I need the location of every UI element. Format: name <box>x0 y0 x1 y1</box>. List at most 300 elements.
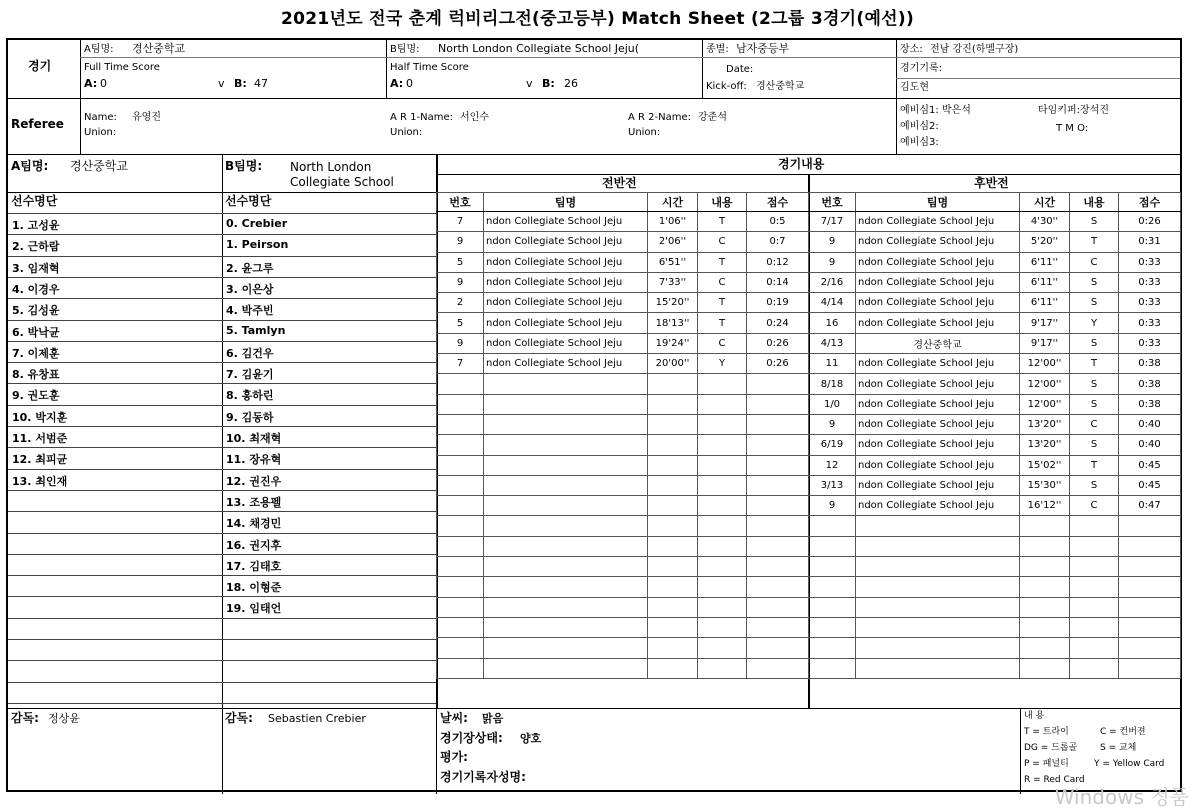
roster-row-line <box>8 469 436 470</box>
table-cell: 6'11'' <box>1020 252 1070 272</box>
table-cell <box>437 455 484 475</box>
table-cell: 0:26 <box>747 354 809 374</box>
table-cell <box>856 638 1020 658</box>
player-entry: 3. 이은상 <box>226 283 274 296</box>
table-cell: 0:5 <box>747 212 809 232</box>
table-cell <box>698 496 747 516</box>
table-cell <box>856 516 1020 536</box>
table-cell <box>1070 658 1119 678</box>
column-header: 점수 <box>747 193 809 212</box>
table-cell: T <box>1070 455 1119 475</box>
roster-row-line <box>8 533 436 534</box>
table-cell: Y <box>698 354 747 374</box>
referee-union-label: Union: <box>84 127 117 138</box>
table-header-row <box>809 193 1181 212</box>
table-cell: 0:33 <box>1119 293 1181 313</box>
table-cell: 6'51'' <box>648 252 698 272</box>
column-header: 번호 <box>437 193 484 212</box>
ar2-label: A R 2-Name: <box>628 112 691 123</box>
table-cell: 12'00'' <box>1020 394 1070 414</box>
category-label: 종별: <box>706 44 729 55</box>
table-row <box>437 414 809 434</box>
roster-row-line <box>8 383 436 384</box>
table-row <box>809 536 1181 556</box>
table-row <box>437 475 809 495</box>
recorder-name: 김도현 <box>900 82 929 93</box>
table-row <box>809 394 1181 414</box>
table-cell: 6/19 <box>809 435 856 455</box>
table-cell: 7'33'' <box>648 272 698 292</box>
table-cell <box>856 577 1020 597</box>
table-row <box>437 394 809 414</box>
table-cell <box>1020 617 1070 637</box>
first-half-table <box>436 192 809 679</box>
divider <box>8 154 1180 155</box>
table-cell: 20'00'' <box>648 354 698 374</box>
table-cell <box>484 557 648 577</box>
table-row <box>809 212 1181 232</box>
table-row <box>437 272 809 292</box>
referee-name-label: Name: <box>84 112 117 123</box>
divider <box>80 40 81 98</box>
roster-row-line <box>8 234 436 235</box>
table-row <box>809 354 1181 374</box>
weather-label: 날씨: <box>440 711 468 725</box>
table-row <box>809 252 1181 272</box>
table-cell <box>1020 557 1070 577</box>
reserve-referee-2: 예비심2: <box>900 121 939 132</box>
table-row <box>437 374 809 394</box>
table-cell <box>1020 577 1070 597</box>
table-cell: 6'11'' <box>1020 272 1070 292</box>
table-row <box>809 293 1181 313</box>
table-cell <box>1020 658 1070 678</box>
table-cell: ndon Collegiate School Jeju <box>856 435 1020 455</box>
table-cell: 8/18 <box>809 374 856 394</box>
player-entry: 4. 박주빈 <box>226 304 274 317</box>
ar2-union-label: Union: <box>628 127 661 138</box>
table-cell: 7 <box>437 212 484 232</box>
table-row <box>809 272 1181 292</box>
table-cell <box>747 577 809 597</box>
table-cell <box>484 617 648 637</box>
table-cell: ndon Collegiate School Jeju <box>856 293 1020 313</box>
table-cell: ndon Collegiate School Jeju <box>856 475 1020 495</box>
table-cell: 2 <box>437 293 484 313</box>
table-row <box>809 658 1181 678</box>
ht-a-label: A: <box>390 77 404 90</box>
player-entry: 9. 권도훈 <box>12 389 60 402</box>
weather: 맑음 <box>482 712 504 725</box>
player-entry: 12. 최피균 <box>12 453 68 466</box>
table-cell: 9 <box>809 496 856 516</box>
table-cell: T <box>698 293 747 313</box>
table-cell: S <box>1070 435 1119 455</box>
ft-a-label: A: <box>84 77 98 90</box>
table-cell: 2'06'' <box>648 232 698 252</box>
table-cell <box>809 597 856 617</box>
table-cell <box>1070 597 1119 617</box>
table-cell <box>747 638 809 658</box>
team-a-header-name: 경산중학교 <box>70 159 128 173</box>
signature-label: 경기기록자성명: <box>440 770 526 784</box>
table-cell: 15'20'' <box>648 293 698 313</box>
table-cell <box>747 557 809 577</box>
player-entry: 19. 임태언 <box>226 602 282 615</box>
table-cell <box>1119 557 1181 577</box>
table-row <box>809 435 1181 455</box>
table-cell: 15'02'' <box>1020 455 1070 475</box>
roster-row-line <box>8 362 436 363</box>
legend-title: 내 용 <box>1024 711 1045 721</box>
player-entry: 5. 김성윤 <box>12 304 60 317</box>
divider <box>896 78 1180 79</box>
table-cell: ndon Collegiate School Jeju <box>856 414 1020 434</box>
table-cell <box>437 638 484 658</box>
table-cell <box>648 496 698 516</box>
table-cell <box>437 658 484 678</box>
player-entry: 9. 김동하 <box>226 411 274 424</box>
table-cell: 0:26 <box>747 333 809 353</box>
legend-red-card: R = Red Card <box>1024 775 1085 785</box>
table-cell: T <box>1070 232 1119 252</box>
kickoff-label: Kick-off: <box>706 81 747 92</box>
table-cell: ndon Collegiate School Jeju <box>856 455 1020 475</box>
roster-row-line <box>8 703 436 704</box>
table-row <box>809 313 1181 333</box>
ht-b-label: B: <box>542 77 555 90</box>
table-cell: 1'06'' <box>648 212 698 232</box>
table-cell <box>809 658 856 678</box>
table-cell: 3/13 <box>809 475 856 495</box>
table-cell <box>437 577 484 597</box>
table-cell: ndon Collegiate School Jeju <box>484 232 648 252</box>
table-cell <box>698 536 747 556</box>
table-cell: 4/13 <box>809 333 856 353</box>
player-entry: 13. 최인재 <box>12 475 68 488</box>
player-entry: 6. 김건우 <box>226 347 274 360</box>
table-row <box>809 414 1181 434</box>
roster-row-line <box>8 554 436 555</box>
table-row <box>437 617 809 637</box>
column-header: 내용 <box>1070 193 1119 212</box>
table-cell: 15'30'' <box>1020 475 1070 495</box>
player-entry: 7. 김윤기 <box>226 368 274 381</box>
player-entry: 18. 이형준 <box>226 581 282 594</box>
recorder-label: 경기기록: <box>900 63 943 74</box>
table-cell <box>1070 557 1119 577</box>
table-cell <box>1119 516 1181 536</box>
table-row <box>437 577 809 597</box>
table-cell: 0:45 <box>1119 455 1181 475</box>
table-row <box>437 354 809 374</box>
table-cell <box>484 475 648 495</box>
table-cell <box>648 597 698 617</box>
table-cell <box>698 435 747 455</box>
table-cell: C <box>698 272 747 292</box>
ar2-name: 강준석 <box>698 112 727 123</box>
table-row <box>437 252 809 272</box>
table-cell: ndon Collegiate School Jeju <box>856 272 1020 292</box>
table-cell <box>484 516 648 536</box>
table-cell: ndon Collegiate School Jeju <box>856 313 1020 333</box>
table-cell: S <box>1070 394 1119 414</box>
table-cell: 9 <box>437 333 484 353</box>
table-cell <box>648 394 698 414</box>
table-cell <box>437 475 484 495</box>
table-cell <box>648 516 698 536</box>
table-row <box>437 212 809 232</box>
table-cell <box>648 536 698 556</box>
player-entry: 6. 박낙균 <box>12 326 60 339</box>
table-cell: S <box>1070 333 1119 353</box>
ar1-union-label: Union: <box>390 127 423 138</box>
table-cell: 6'11'' <box>1020 293 1070 313</box>
table-cell: ndon Collegiate School Jeju <box>484 293 648 313</box>
table-cell <box>698 516 747 536</box>
date-label: Date: <box>726 64 754 75</box>
table-cell <box>747 516 809 536</box>
table-cell: T <box>698 212 747 232</box>
roster-row-line <box>8 277 436 278</box>
table-row <box>809 577 1181 597</box>
player-entry: 8. 홍하린 <box>226 389 274 402</box>
divider <box>8 98 1180 99</box>
table-cell: ndon Collegiate School Jeju <box>484 212 648 232</box>
table-cell: ndon Collegiate School Jeju <box>484 354 648 374</box>
table-cell: 16 <box>809 313 856 333</box>
table-cell <box>1119 658 1181 678</box>
table-cell <box>484 374 648 394</box>
player-entry: 2. 근하람 <box>12 240 60 253</box>
table-cell <box>747 617 809 637</box>
table-cell <box>437 496 484 516</box>
table-cell: 5 <box>437 313 484 333</box>
table-cell: ndon Collegiate School Jeju <box>484 252 648 272</box>
table-cell: 0:26 <box>1119 212 1181 232</box>
table-cell: C <box>1070 252 1119 272</box>
table-cell: C <box>698 333 747 353</box>
table-row <box>437 435 809 455</box>
legend-penalty: P = 패널티 <box>1024 759 1069 769</box>
table-row <box>809 516 1181 536</box>
table-cell <box>1070 617 1119 637</box>
table-cell: 12'00'' <box>1020 354 1070 374</box>
table-cell <box>698 597 747 617</box>
table-cell: 9 <box>809 414 856 434</box>
table-row <box>437 597 809 617</box>
ft-a-score: 0 <box>100 77 107 90</box>
table-cell <box>747 455 809 475</box>
table-cell <box>1119 617 1181 637</box>
match-label: 경기 <box>28 59 52 73</box>
table-header-row <box>437 193 809 212</box>
activation-watermark: Windows 정품 <box>1054 785 1189 809</box>
table-cell: 0:33 <box>1119 272 1181 292</box>
team-b-header-name-1: North London <box>290 160 372 174</box>
table-cell: 18'13'' <box>648 313 698 333</box>
table-row <box>437 516 809 536</box>
team-b-name: North London Collegiate School Jeju( <box>438 42 640 55</box>
roster-row-line <box>8 447 436 448</box>
table-cell <box>1020 597 1070 617</box>
player-entry: 16. 권지후 <box>226 539 282 552</box>
player-entry: 1. Peirson <box>226 238 289 251</box>
table-cell: 0:12 <box>747 252 809 272</box>
roster-row-line <box>8 320 436 321</box>
roster-row-line <box>8 682 436 683</box>
divider <box>702 40 703 98</box>
table-cell: 0:31 <box>1119 232 1181 252</box>
column-header: 시간 <box>648 193 698 212</box>
player-entry: 11. 서범준 <box>12 432 68 445</box>
table-cell <box>484 435 648 455</box>
table-cell <box>747 414 809 434</box>
divider <box>1020 708 1021 794</box>
table-cell <box>698 577 747 597</box>
table-cell: 5 <box>437 252 484 272</box>
table-cell <box>648 557 698 577</box>
table-cell: S <box>1070 293 1119 313</box>
legend-dropgoal: DG = 드롭골 <box>1024 743 1078 753</box>
table-cell: 0:24 <box>747 313 809 333</box>
table-cell: ndon Collegiate School Jeju <box>484 333 648 353</box>
kickoff-team: 경산중학교 <box>756 81 805 92</box>
ht-v: v <box>526 77 533 90</box>
table-cell <box>856 557 1020 577</box>
ground: 양호 <box>520 732 542 745</box>
table-cell <box>1119 577 1181 597</box>
table-cell <box>1119 536 1181 556</box>
table-cell <box>698 475 747 495</box>
table-row <box>809 374 1181 394</box>
table-cell: C <box>1070 414 1119 434</box>
roster-row-line <box>8 405 436 406</box>
ft-b-label: B: <box>234 77 247 90</box>
table-cell: ndon Collegiate School Jeju <box>856 496 1020 516</box>
table-cell <box>747 394 809 414</box>
table-cell: T <box>698 313 747 333</box>
team-b-coach: Sebastien Crebier <box>268 712 366 725</box>
second-half-header: 후반전 <box>974 176 1009 190</box>
team-a-roster-header: 선수명단 <box>11 194 58 208</box>
table-cell <box>484 414 648 434</box>
eval-label: 평가: <box>440 750 468 764</box>
table-row <box>437 232 809 252</box>
column-header: 시간 <box>1020 193 1070 212</box>
table-cell <box>747 475 809 495</box>
table-cell <box>648 617 698 637</box>
table-cell <box>698 374 747 394</box>
table-row <box>437 455 809 475</box>
table-cell <box>856 536 1020 556</box>
player-entry: 13. 조용펠 <box>226 496 282 509</box>
table-cell: 0:14 <box>747 272 809 292</box>
table-cell: 0:38 <box>1119 354 1181 374</box>
table-cell: 4/14 <box>809 293 856 313</box>
match-sheet <box>6 38 1182 792</box>
table-cell: 0:33 <box>1119 333 1181 353</box>
first-half-header: 전반전 <box>602 176 637 190</box>
table-cell: ndon Collegiate School Jeju <box>856 212 1020 232</box>
table-row <box>437 293 809 313</box>
team-a-label: A팀명: <box>84 44 114 55</box>
table-cell <box>809 617 856 637</box>
team-a-coach: 정상윤 <box>48 712 80 725</box>
table-row <box>437 638 809 658</box>
divider <box>8 708 1180 709</box>
column-header: 내용 <box>698 193 747 212</box>
team-b-roster-header: 선수명단 <box>225 194 272 208</box>
table-row <box>809 638 1181 658</box>
table-cell: 9'17'' <box>1020 313 1070 333</box>
roster-row-line <box>8 490 436 491</box>
table-cell <box>484 394 648 414</box>
divider <box>386 40 387 98</box>
table-row <box>809 597 1181 617</box>
roster-row-line <box>8 618 436 619</box>
table-row <box>437 496 809 516</box>
table-row <box>809 455 1181 475</box>
ar1-name: 서인수 <box>460 112 489 123</box>
table-cell <box>484 577 648 597</box>
divider <box>80 98 81 154</box>
table-cell: ndon Collegiate School Jeju <box>856 374 1020 394</box>
table-cell: S <box>1070 212 1119 232</box>
roster-row-line <box>8 575 436 576</box>
player-entry: 4. 이경우 <box>12 283 60 296</box>
divider <box>896 40 897 98</box>
reserve-referee-1: 예비심1: 박은석 <box>900 105 971 116</box>
table-cell: 0:47 <box>1119 496 1181 516</box>
player-entry: 0. Crebier <box>226 217 288 230</box>
table-cell: 4'30'' <box>1020 212 1070 232</box>
table-row <box>809 617 1181 637</box>
table-row <box>809 557 1181 577</box>
table-cell: C <box>698 232 747 252</box>
player-entry: 7. 이제훈 <box>12 347 60 360</box>
table-cell <box>698 557 747 577</box>
table-cell <box>698 638 747 658</box>
table-cell: S <box>1070 272 1119 292</box>
ht-a-score: 0 <box>406 77 413 90</box>
table-cell <box>437 536 484 556</box>
player-entry: 14. 채경민 <box>226 517 282 530</box>
player-entry: 2. 윤그루 <box>226 262 274 275</box>
table-cell: 9'17'' <box>1020 333 1070 353</box>
table-cell: 0:38 <box>1119 394 1181 414</box>
table-cell: ndon Collegiate School Jeju <box>484 313 648 333</box>
table-row <box>437 333 809 353</box>
sheet-title: 2021년도 전국 춘계 럭비리그전(중고등부) Match Sheet (2그룹 3경기(예선)) <box>280 9 915 29</box>
team-b-header-name-2: Collegiate School <box>290 175 394 189</box>
roster-row-line <box>8 213 436 214</box>
table-cell: 19'24'' <box>648 333 698 353</box>
ht-b-score: 26 <box>564 77 578 90</box>
table-cell: 5'20'' <box>1020 232 1070 252</box>
table-cell: 0:33 <box>1119 252 1181 272</box>
legend-try: T = 트라이 <box>1024 727 1069 737</box>
table-cell <box>698 658 747 678</box>
table-cell <box>648 638 698 658</box>
table-cell <box>437 374 484 394</box>
table-cell <box>648 658 698 678</box>
referee-name: 유영진 <box>132 112 161 123</box>
player-entry: 10. 박지훈 <box>12 411 68 424</box>
reserve-referee-3: 예비심3: <box>900 137 939 148</box>
column-header: 번호 <box>809 193 856 212</box>
table-cell: C <box>1070 496 1119 516</box>
